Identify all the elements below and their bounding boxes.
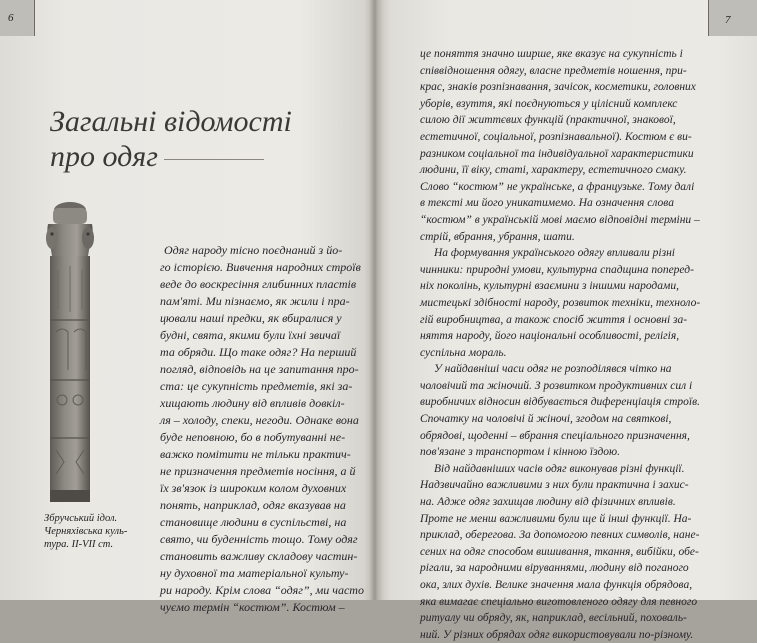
image-caption bbox=[44, 512, 164, 551]
title-underline bbox=[164, 159, 264, 160]
body-text-line: силою дії життєвих функцій (практичної, знакової, bbox=[420, 114, 676, 127]
body-text-line: будні, свята, якими були їхні звичаї bbox=[160, 328, 341, 342]
body-text-line: цювали наші предки, як вбиралися у bbox=[160, 311, 342, 325]
body-text-line: становить важливу складову частин- bbox=[160, 549, 358, 563]
body-text-line: ритуалу чи обряду, як, наприклад, весільний, поховаль- bbox=[420, 612, 687, 625]
body-text-line: важко помітити не тільки практич- bbox=[160, 447, 351, 461]
caption-line: тура. II-VII ст. bbox=[44, 539, 114, 550]
body-text-line: Надзвичайно важливими з них були практична і захис- bbox=[420, 479, 689, 492]
body-text-line: та обряди. Що таке одяг? На перший bbox=[160, 345, 357, 359]
body-text-line: хищають людину від впливів довкіл- bbox=[160, 396, 345, 410]
body-text-line: “костюм” в українській мові маємо відповідні терміни – bbox=[420, 213, 700, 226]
body-text-line: Проте не менш важливими були ще й інші функції. На- bbox=[420, 512, 692, 525]
body-text-line: Спочатку на чоловічі й жіночі, згодом на святкові, bbox=[420, 413, 672, 426]
right-body-text bbox=[420, 46, 715, 643]
body-text-line: ока, злих духів. Велике значення мала функція обрядова, bbox=[420, 579, 693, 591]
body-text-line: сених на одяг способом вишивання, ткання, вибійки, обе- bbox=[420, 545, 699, 558]
left-page bbox=[0, 0, 375, 614]
zbruch-idol-image bbox=[40, 200, 100, 502]
body-text-line: няття народу, його національні особливості, релігія, bbox=[420, 330, 680, 343]
body-text-line: ста: це сукупність предметів, які за- bbox=[160, 379, 353, 393]
body-text-line: естетичної, соціальної, розпізнавальної). Костюм є ви- bbox=[420, 130, 692, 143]
section-title-line-1: Загальні відомості bbox=[50, 105, 292, 138]
body-text-line: становище людини в суспільстві, на bbox=[160, 515, 347, 529]
body-text-line: чинники: природні умови, культурна спадщина поперед- bbox=[420, 263, 694, 276]
body-text-line: Одяг народу тісно поєднаний з йо- bbox=[164, 243, 343, 257]
body-text-line: буде неповною, бо в побутуванні не- bbox=[160, 430, 346, 444]
body-text-line: го історією. Вивчення народних строїв bbox=[160, 260, 361, 274]
body-text-line: ри народу. Крім слова “одяг”, ми часто bbox=[160, 583, 364, 597]
body-text-line: на. Адже одяг захищав людину від фізичних впливів. bbox=[420, 496, 676, 509]
paragraph-first-line: У найдавніші часи одяг не розподілявся чітко на bbox=[434, 363, 672, 376]
paragraph-first-line: На формування українського одягу впливали різні bbox=[434, 247, 676, 260]
body-text-line: чоловічий та жіночий. З розвитком продуктивних сил і bbox=[420, 379, 693, 392]
body-text-line: свято, чи буденність тощо. Тому одяг bbox=[160, 532, 358, 546]
section-title-line-2: про одяг bbox=[50, 140, 158, 173]
body-text-line: яка вимагає спеціально виготовленого одягу для певного bbox=[420, 595, 698, 608]
body-text-line: виробничих відносин відбувається диференціація строїв. bbox=[420, 396, 700, 409]
body-text-line: ля – холоду, спеки, негоди. Однаке вона bbox=[160, 413, 359, 427]
body-text-line: гій виробництва, а також спосіб життя і основні за- bbox=[420, 313, 688, 326]
body-text-line: це поняття значно ширше, яке вказує на сукупність і bbox=[420, 48, 683, 60]
page-number-left: 6 bbox=[8, 12, 14, 24]
body-text-line: уборів, взуття, які поєднуються у цілісний комплекс bbox=[420, 97, 678, 110]
body-text-line: людини, її віку, статі, характеру, естетичного смаку. bbox=[420, 164, 687, 177]
body-text-line: ніх поколінь, культурні взаємини з іншими народами, bbox=[420, 280, 679, 293]
body-text-line: ний. У різних обрядах одяг використовували по-різному. bbox=[420, 628, 694, 641]
body-text-line: веде до воскресіння глибинних пластів bbox=[160, 277, 357, 291]
body-text-line: співвідношення одягу, власне предметів ношення, при- bbox=[420, 64, 687, 77]
page-number-tab-right bbox=[708, 0, 757, 36]
body-text-line: їх зв'язок із широким колом духовних bbox=[160, 481, 347, 495]
body-text-line: мистецькі здібності народу, розвиток техніки, техноло- bbox=[420, 296, 701, 309]
page-number-tab-left bbox=[0, 0, 35, 36]
body-text-line: не призначення предметів носіння, а й bbox=[160, 464, 356, 478]
body-text-line: крас, знаків розпізнавання, зачісок, косметики, головних bbox=[420, 81, 696, 94]
body-text-line: приклад, оберегова. За допомогою певних символів, нане- bbox=[420, 529, 700, 542]
caption-line: Черняхівська куль- bbox=[44, 526, 128, 537]
body-text-line: пов'язане з транспортом і кінною їздою. bbox=[420, 446, 620, 459]
body-text-line: в тексті ми його уникатимемо. На означення слова bbox=[420, 197, 674, 210]
page-number-right: 7 bbox=[725, 14, 731, 26]
body-text-line: погляд, відповідь на це запитання про- bbox=[160, 362, 359, 376]
body-text-line: разником соціальної та індивідуальної характеристики bbox=[420, 147, 694, 160]
body-text-line: обрядові, щоденні – вбрання спеціального призначення, bbox=[420, 429, 690, 442]
body-text-line: Слово “костюм” не українське, а французьке. Тому далі bbox=[420, 180, 695, 193]
paragraph-first-line: Від найдавніших часів одяг виконував різні функції. bbox=[434, 462, 685, 475]
book-gutter-shadow bbox=[369, 0, 383, 600]
body-text-line: ну духовної та матеріальної культу- bbox=[160, 566, 349, 580]
caption-line: Збручський ідол. bbox=[44, 513, 118, 524]
right-page bbox=[375, 0, 757, 641]
body-text-line: понять, наприклад, одяг вказував на bbox=[160, 498, 346, 512]
body-text-line: чуємо термін “костюм”. Костюм – bbox=[160, 600, 345, 614]
body-text-line: рігали, за народними віруваннями, людину від поганого bbox=[420, 562, 689, 575]
section-title bbox=[50, 104, 350, 174]
body-text-line: пам'яті. Ми пізнаємо, як жили і пра- bbox=[160, 294, 350, 308]
body-text-line: суспільна мораль. bbox=[420, 346, 507, 359]
body-text-line: стрій, вбрання, убрання, шати. bbox=[420, 230, 575, 243]
